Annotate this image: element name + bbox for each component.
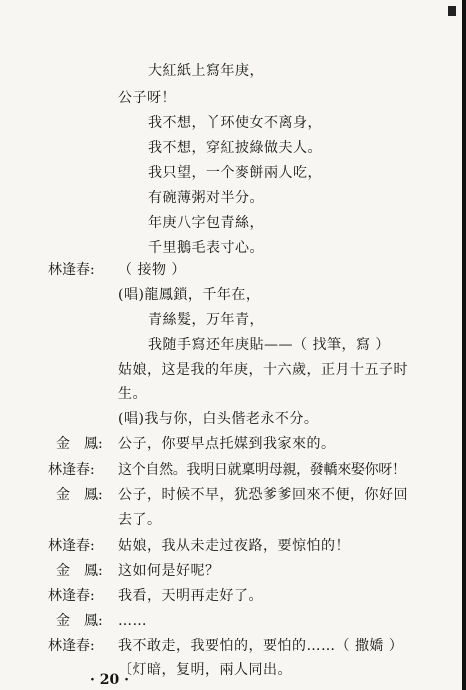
verse-line: 千里鵝毛表寸心。 <box>148 240 264 256</box>
dialogue-line: …… <box>118 613 147 629</box>
speaker-label: 金 鳳: <box>56 487 103 503</box>
verse-line: 公子呀！ <box>118 90 176 106</box>
verse-line: 大紅紙上寫年庚， <box>148 63 264 79</box>
verse-line: 有碗薄粥对半分。 <box>148 190 264 206</box>
verse-line: (唱)我与你，白头偕老永不分。 <box>118 411 319 427</box>
dialogue-line: 公子，你要早点托媒到我家來的。 <box>118 436 336 452</box>
verse-line: (唱)龍鳳鎖，千年在， <box>118 287 261 303</box>
dialogue-line: 生。 <box>118 386 147 402</box>
dialogue-line: 公子，时候不早，犹恐爹爹回來不便，你好回 <box>118 487 408 503</box>
page-number: · 20 · <box>90 672 129 688</box>
dialogue-line: 姑娘，这是我的年庚，十六歲，正月十五子时 <box>118 362 408 378</box>
speaker-label: 林逢春: <box>48 462 95 478</box>
verse-line: 年庚八字包青絲， <box>148 215 264 231</box>
speaker-label: 金 鳳: <box>56 436 103 452</box>
speaker-label: 林逢春: <box>48 638 95 654</box>
corner-mark <box>448 6 456 16</box>
speaker-label: 林逢春: <box>48 262 95 278</box>
verse-line: 我随手寫还年庚貼——（ 找筆，寫 ） <box>148 337 390 353</box>
speaker-label: 金 鳳: <box>56 613 103 629</box>
page-edge-shadow <box>462 0 466 690</box>
stage-direction: 〔灯暗，复明，兩人同出。 <box>118 662 292 678</box>
verse-line: 我不想，丫环使女不离身， <box>148 115 322 131</box>
dialogue-line: 这如何是好呢？ <box>118 563 220 579</box>
dialogue-line: 去了。 <box>118 512 162 528</box>
verse-line: 我不想，穿紅披綠做夫人。 <box>148 140 322 156</box>
speaker-label: 林逢春: <box>48 538 95 554</box>
dialogue-line: 我不敢走，我要怕的，要怕的……（ 撒嬌 ） <box>118 638 404 654</box>
dialogue-line: 姑娘，我从未走过夜路，要惊怕的！ <box>118 538 350 554</box>
dialogue-line: 我看，天明再走好了。 <box>118 588 263 604</box>
dialogue-line: 这个自然。我明日就稟明母親，發轎來娶你呀！ <box>118 462 406 478</box>
verse-line: 我只望，一个麥餅兩人吃， <box>148 165 322 181</box>
stage-direction: （ 接物 ） <box>118 262 186 278</box>
speaker-label: 金 鳳: <box>56 563 103 579</box>
verse-line: 青絲髮，万年青， <box>148 312 264 328</box>
speaker-label: 林逢春: <box>48 588 95 604</box>
